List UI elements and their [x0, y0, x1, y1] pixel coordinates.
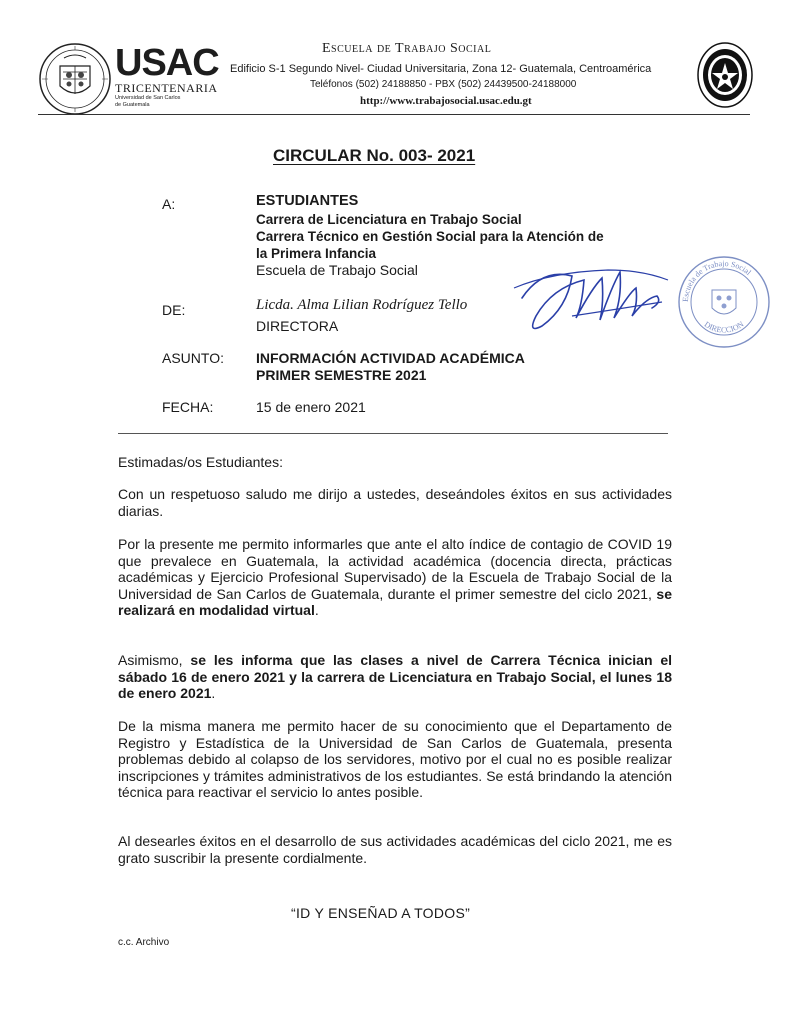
school-name: Escuela de Trabajo Social — [322, 41, 492, 56]
date-label: FECHA: — [162, 399, 214, 415]
direction-stamp — [676, 254, 772, 350]
from-label: DE: — [162, 302, 186, 318]
stamp-text-top: Escuela de Trabajo Social — [680, 258, 753, 303]
usac-logo — [115, 42, 219, 109]
header-divider — [38, 114, 750, 115]
paragraph-3-text: Asimismo, — [118, 652, 191, 668]
svg-text:DIRECCION — [703, 319, 746, 334]
subject-line-2: PRIMER SEMESTRE 2021 — [256, 367, 427, 383]
stamp-text-bottom: DIRECCION — [702, 319, 746, 335]
to-label: A: — [162, 196, 176, 212]
paragraph-5: Al desearles éxitos en el desarrollo de sus actividades académicas del ciclo 2021, me es grato suscribir la presente cordialmente. — [118, 833, 672, 866]
usac-logo-text: USAC — [115, 42, 219, 84]
to-career-2: Carrera Técnico en Gestión Social para la Atención de — [256, 229, 604, 244]
paragraph-2-emphasis: se realizará en modalidad virtual — [118, 585, 672, 619]
university-name-small: Universidad de San Carlos de Guatemala — [115, 95, 181, 108]
paragraph-3-emphasis: se les informa que las clases a nivel de Carrera Técnica inician el sábado 16 de enero 2021 y la carrera de Licenciatura en Trabajo Social, el lunes 18 de enero 2021 — [118, 652, 673, 702]
director-name: Licda. Alma Lilian Rodríguez Tello — [256, 297, 468, 313]
subject-line-1: INFORMACIÓN ACTIVIDAD ACADÉMICA — [256, 350, 525, 366]
director-role: DIRECTORA — [256, 318, 339, 334]
to-school: Escuela de Trabajo Social — [256, 262, 418, 278]
section-divider — [118, 433, 668, 434]
to-career-2-cont: la Primera Infancia — [256, 246, 377, 261]
date-value: 15 de enero 2021 — [256, 399, 366, 415]
motto: “ID Y ENSEÑAD A TODOS” — [291, 905, 471, 921]
circular-title: CIRCULAR No. 003- 2021 — [273, 146, 476, 165]
paragraph-3-end: . — [211, 685, 216, 702]
paragraph-3 — [118, 652, 672, 702]
paragraph-2 — [118, 536, 672, 619]
greeting: Estimadas/os Estudiantes: — [118, 454, 283, 470]
phone-line: Teléfonos (502) 24188850 - PBX (502) 24439500-24188000 — [310, 79, 577, 90]
tricentenaria-text: TRICENTENARIA — [115, 81, 218, 95]
to-recipients: ESTUDIANTES — [256, 193, 359, 209]
subject-label: ASUNTO: — [162, 350, 224, 366]
paragraph-2-end: . — [314, 602, 319, 619]
signature-image — [512, 258, 672, 344]
paragraph-2-text: Por la presente me permito informarles que ante el alto índice de contagio de COVID 19 que prevalece en Guatemala, la actividad académica (docencia directa, prácticas académicas y Ejercicio Profesional Supervisado) de la Escuela de Trabajo Social de la Universidad de San Carlos de Guatemala, durante el primer semestre del ciclo 2021, — [118, 536, 672, 602]
address-line: Edificio S-1 Segundo Nivel- Ciudad Universitaria, Zona 12- Guatemala, Centroamérica — [230, 63, 652, 75]
website-link[interactable]: http://www.trabajosocial.usac.edu.gt — [360, 95, 532, 107]
school-seal-icon — [696, 41, 754, 109]
university-crest-logo — [38, 42, 112, 116]
paragraph-4: De la misma manera me permito hacer de su conocimiento que el Departamento de Registro y Estadística de la Universidad de San Carlos de Guatemala, presenta problemas debido al colapso de los servidores, motivo por el cual no es posible realizar inscripciones y trámites administrativos de los estudiantes. Se está brindando la atención técnica para reactivar el servicio lo antes posible. — [118, 718, 672, 801]
to-career-1: Carrera de Licenciatura en Trabajo Social — [256, 212, 522, 227]
paragraph-1: Con un respetuoso saludo me dirijo a ustedes, deseándoles éxitos en sus actividades diarias. — [118, 486, 672, 519]
cc-archive: c.c. Archivo — [118, 937, 170, 948]
